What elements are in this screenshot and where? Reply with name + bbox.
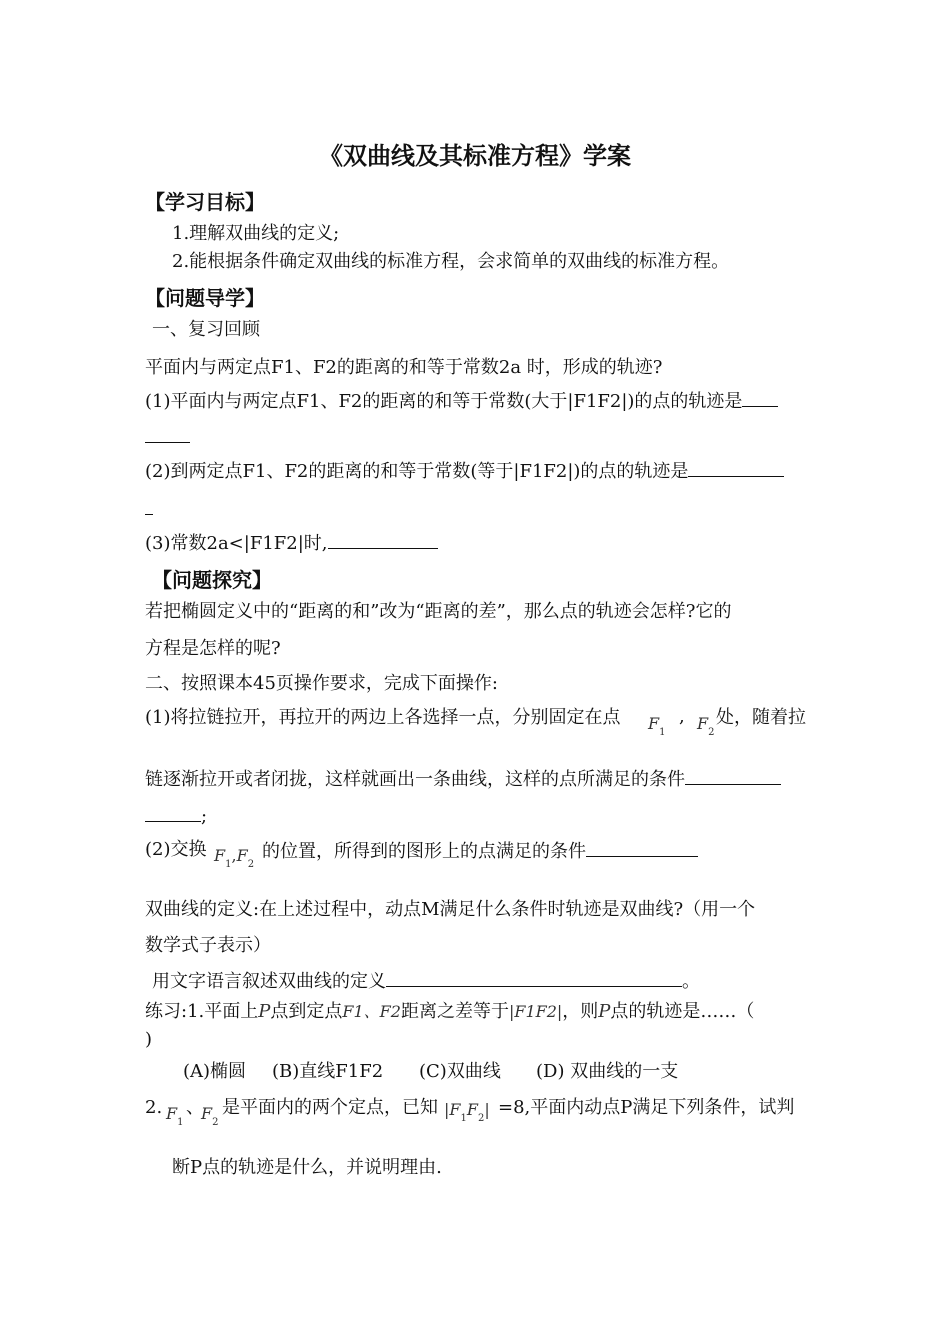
operation-1-line3: ; xyxy=(145,803,207,829)
operation-1-line2: 链逐渐拉开或者闭拢，这样就画出一条曲线，这样的点所满足的条件 xyxy=(145,766,781,792)
option-c: (C)双曲线 xyxy=(419,1061,501,1082)
exercise-2-line1-b: =8,平面内动点P满足下列条件，试判 xyxy=(498,1097,795,1118)
math-F2-ex2: $F_2$ xyxy=(201,1104,219,1128)
math-F1-ex2: $F_1$ xyxy=(166,1104,184,1128)
exercise-2-number: 2. xyxy=(145,1097,163,1118)
review-heading: 一、复习回顾 xyxy=(152,319,260,340)
math-F1-op1: $F_1$ xyxy=(648,714,666,738)
operation-1-line1: (1)将拉链拉开，再拉开的两边上各选择一点，分别固定在点 xyxy=(145,707,621,728)
review-item-1: (1)平面内与两定点F1、F2的距离的和等于常数(大于|F1F2|)的点的轨迹是 xyxy=(145,388,778,414)
review-item-1-blank-cont xyxy=(145,424,190,450)
definition-line3: 用文字语言叙述双曲线的定义 。 xyxy=(152,968,700,994)
math-F2-op1: $F_2$ xyxy=(697,714,715,738)
goals-heading: 【学习目标】 xyxy=(145,190,265,214)
operation-2-start: (2)交换 xyxy=(145,839,207,860)
guide-heading: 【问题导学】 xyxy=(145,286,265,310)
definition-line1: 双曲线的定义:在上述过程中，动点M满足什么条件时轨迹是双曲线?（用一个 xyxy=(145,899,756,920)
goal-item-2: 2.能根据条件确定双曲线的标准方程，会求简单的双曲线的标准方程。 xyxy=(172,251,730,272)
document-title: 《双曲线及其标准方程》学案 xyxy=(319,142,631,170)
review-item-3: (3)常数2a<|F1F2|时, xyxy=(145,530,438,556)
operation-heading: 二、按照课本45页操作要求，完成下面操作: xyxy=(145,673,498,694)
math-comma-op1: , xyxy=(679,706,685,727)
option-d: (D) 双曲线的一支 xyxy=(536,1061,679,1082)
explore-heading: 【问题探究】 xyxy=(152,568,272,592)
math-F1F2-op2: $F_1,F_2$ xyxy=(214,846,255,870)
explore-question-line2: 方程是怎样的呢? xyxy=(145,638,281,659)
review-question: 平面内与两定点F1、F2的距离的和等于常数2a 时，形成的轨迹? xyxy=(145,357,663,378)
definition-line2: 数学式子表示） xyxy=(145,935,271,956)
math-sep-ex2: 、 xyxy=(186,1097,204,1118)
exercise-1-line2: ) xyxy=(145,1029,153,1050)
operation-2-rest: 的位置，所得到的图形上的点满足的条件 xyxy=(262,838,698,864)
review-item-2: (2)到两定点F1、F2的距离的和等于常数(等于|F1F2|)的点的轨迹是 xyxy=(145,458,784,484)
operation-1-line1-end: 处，随着拉 xyxy=(716,707,806,728)
math-abs-F1F2-ex2: $|F_1F_2|$ xyxy=(444,1100,490,1124)
review-item-2-blank-cont xyxy=(145,496,153,522)
exercise-2-line1-a: 是平面内的两个定点，已知 xyxy=(222,1097,438,1118)
explore-question-line1: 若把椭圆定义中的“距离的和”改为“距离的差”，那么点的轨迹会怎样?它的 xyxy=(145,601,732,622)
exercise-1-line1: 练习:1.平面上P点到定点F1、F2距离之差等于|F1F2|，则P点的轨迹是……（ xyxy=(145,1001,755,1022)
exercise-2-line2: 断P点的轨迹是什么，并说明理由. xyxy=(172,1157,442,1178)
option-b: (B)直线F1F2 xyxy=(272,1061,384,1082)
option-a: (A)椭圆 xyxy=(183,1061,247,1082)
goal-item-1: 1.理解双曲线的定义; xyxy=(172,223,340,244)
